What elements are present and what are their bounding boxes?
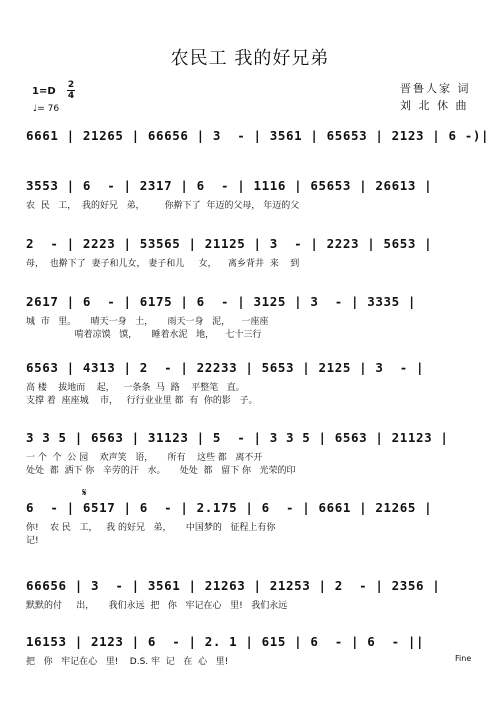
staff-system-1	[26, 128, 490, 158]
fine-marker: Fine	[455, 654, 472, 663]
lyric-line: 农 民 工， 我的好兄 弟， 你擀下了 年迈的父母， 年迈的父	[26, 201, 300, 211]
lyric-line: 默默的付 出， 我们永远 把 你 牢记在心 里! 我们永远	[26, 601, 288, 611]
lyric-line: 你! 农 民 工， 我 的好兄 弟， 中国梦的 征程上有你	[26, 523, 276, 533]
notes-line: 16153 | 2123 | 6 - | 2. 1 | 615 | 6 - | 6 - ||	[26, 634, 425, 649]
tempo-marking: ♩= 76	[33, 104, 60, 114]
page-title: 农民工 我的好兄弟	[170, 48, 330, 69]
lyric-line: 高 楼 拔地而 起， 一条条 马 路 平整笔 直。	[26, 383, 245, 393]
notes-line: 2617 | 6 - | 6175 | 6 - | 3125 | 3 - | 3335 |	[26, 294, 417, 309]
staff-system-3	[26, 236, 480, 272]
notes-line: 3 3 5 | 6563 | 31123 | 5 - | 3 3 5 | 6563 | 21123 |	[26, 430, 449, 445]
lyric-line: 处处 都 洒下 你 辛劳的汗 水。 处处 都 留下 你 光荣的印	[26, 466, 296, 476]
key-signature: 1=D	[32, 86, 56, 97]
lyric-line: 城 市 里。 晴天一身 土， 雨天一身 泥， 一座座	[26, 317, 269, 327]
notes-line: 66656 | 3 - | 3561 | 21263 | 21253 | 2 - | 2356 |	[26, 578, 441, 593]
notes-line: 3553 | 6 - | 2317 | 6 - | 1116 | 65653 | 26613 |	[26, 178, 433, 193]
notes-line: 6563 | 4313 | 2 - | 22233 | 5653 | 2125 | 3 - |	[26, 360, 425, 375]
lyric-line: 啃着凉馍 馍， 睡着水泥 地， 七十三行	[26, 330, 262, 340]
composer-credit: 刘 北 休 曲	[400, 99, 469, 112]
lyric-line: 记!	[26, 536, 39, 546]
notes-line: 6 - | 6517 | 6 - | 2.175 | 6 - | 6661 | 21265 |	[26, 500, 433, 515]
lyric-line: 支撑 着 座座城 市， 行行业业里 都 有 你的影 子。	[26, 396, 258, 406]
staff-system-9	[26, 634, 480, 670]
staff-system-7	[26, 486, 480, 546]
time-signature	[67, 80, 75, 101]
staff-system-4	[26, 294, 480, 338]
staff-system-2	[26, 178, 480, 214]
lyric-line: 母， 也擀下了 妻子和儿女， 妻子和儿 女， 离乡背井 来 到	[26, 259, 300, 269]
time-signature-numerator: 2	[67, 80, 75, 90]
lyricist-credit: 晋鲁人家 词	[400, 82, 471, 95]
notes-line: 6661 | 21265 | 66656 | 3 - | 3561 | 65653 | 2123 | 6 -)|	[26, 128, 490, 143]
lyric-line: 把 你 牢记在心 里! D.S. 牢 记 在 心 里!	[26, 657, 229, 667]
staff-system-6	[26, 430, 480, 474]
notes-line: 2 - | 2223 | 53565 | 21125 | 3 - | 2223 | 5653 |	[26, 236, 433, 251]
lyric-line: 一 个 个 公 园 欢声笑 语， 所有 这些 都 离不开	[26, 453, 263, 463]
staff-system-8	[26, 578, 480, 614]
segno-sign: 𝄋	[82, 486, 87, 499]
staff-system-5	[26, 360, 480, 404]
time-signature-denominator: 4	[67, 91, 75, 101]
